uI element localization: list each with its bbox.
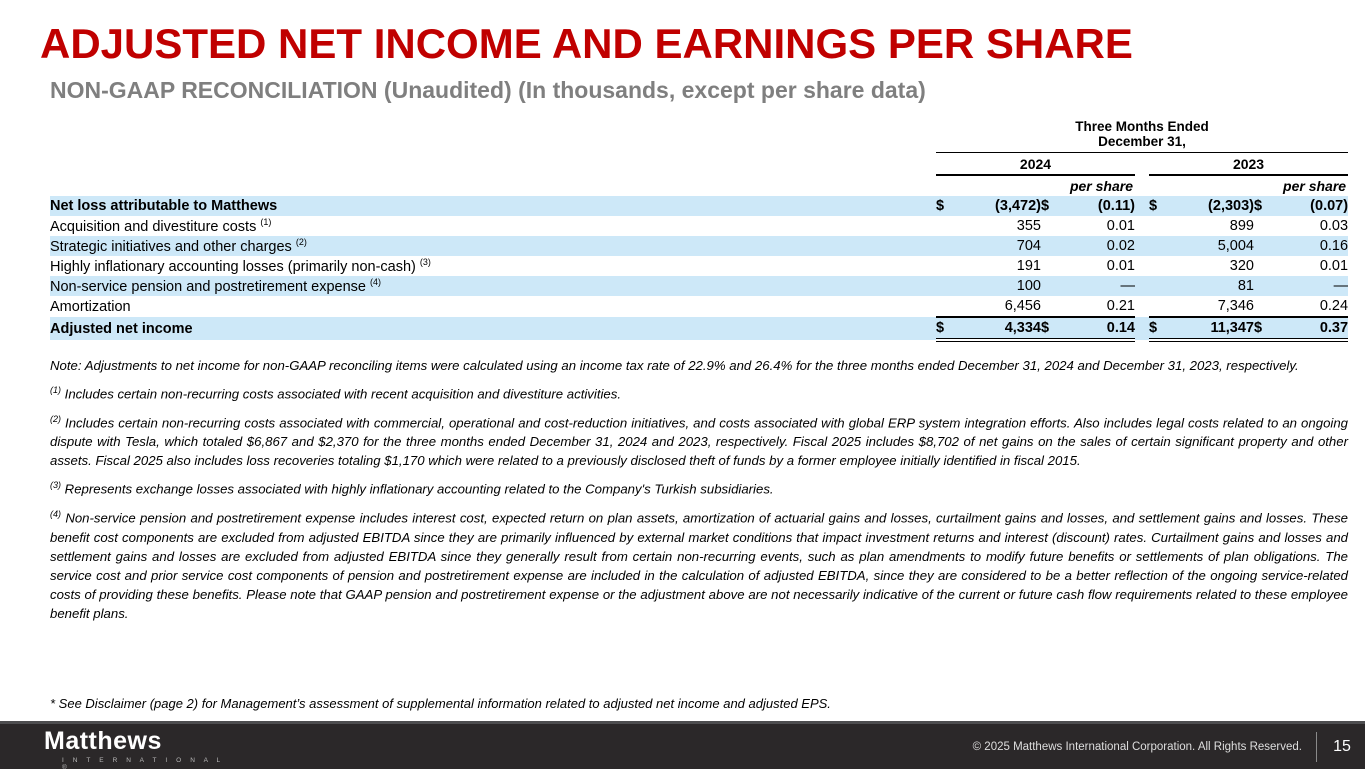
column-gap (1135, 317, 1149, 340)
dollar-sign-cell (1149, 276, 1174, 296)
column-gap (1135, 196, 1149, 216)
dollar-sign-cell: $ (1254, 317, 1284, 340)
dollar-sign-cell (1254, 236, 1284, 256)
per-share-cell: 0.01 (1106, 258, 1135, 274)
column-gap (1135, 236, 1149, 256)
page-number: 15 (1333, 737, 1351, 755)
table-year-header-row (50, 153, 1348, 176)
dollar-sign-cell: $ (1041, 317, 1071, 340)
table-row (50, 276, 1348, 296)
dollar-sign-cell (1041, 236, 1071, 256)
year-2024-header: 2024 (936, 153, 1135, 176)
amount-cell: 5,004 (1174, 236, 1254, 256)
period-header-line1: Three Months Ended (1075, 118, 1209, 134)
disclaimer-note: * See Disclaimer (page 2) for Management’s assessment of supplemental information related to adjusted net income and adjusted EPS. (50, 696, 831, 711)
per-share-cell: 0.02 (1071, 236, 1135, 256)
row-label: Acquisition and divestiture costs $^{(1)}$ (50, 217, 272, 235)
empty-header-cell (50, 114, 936, 153)
dollar-sign-cell (1041, 276, 1071, 296)
dollar-sign-cell: $ (1149, 196, 1174, 216)
amount-cell: 81 (1174, 276, 1254, 296)
per-share-cell: — (1071, 276, 1135, 296)
reconciliation-table (50, 114, 1348, 342)
page-title: ADJUSTED NET INCOME AND EARNINGS PER SHARE (40, 20, 1133, 67)
per-share-cell: 0.24 (1319, 298, 1349, 314)
tax-rate-note: Note: Adjustments to net income for non-GAAP reconciling items were calculated using an income tax rate of 22.9% and 26.4% for the three months ended December 31, 2024 and December 31, 2023, respectively. (50, 358, 1299, 373)
page-subtitle: NON-GAAP RECONCILIATION (Unaudited) (In thousands, except per share data) (50, 77, 926, 103)
dollar-sign-cell (936, 276, 961, 296)
amount-cell: 7,346 (1217, 298, 1254, 314)
per-share-cell: (0.11) (1071, 196, 1135, 216)
table-row (50, 196, 1348, 216)
row-label: Non-service pension and postretirement expense $^{(4)}$ (50, 276, 936, 296)
page-number-divider (1316, 732, 1317, 762)
per-share-label-2024: per share (1069, 178, 1133, 194)
empty-header-cell (50, 175, 936, 196)
dollar-sign-cell: $ (1149, 317, 1174, 340)
table-row (50, 256, 1348, 276)
dollar-sign-cell (1254, 276, 1284, 296)
row-footnote-marker: (1) (260, 217, 272, 228)
footnote: $^{(1)}$ Includes certain non-recurring costs associated with recent acquisition and divestiture activities. (50, 385, 622, 402)
table-period-header-row (50, 114, 1348, 153)
dollar-sign-cell (936, 296, 961, 317)
copyright-text: © 2025 Matthews International Corporation. All Rights Reserved. (972, 740, 1302, 753)
amount-cell: 704 (961, 236, 1041, 256)
row-footnote-marker: (4) (369, 277, 381, 288)
table-row (50, 216, 1348, 236)
per-share-cell: (0.07) (1284, 196, 1348, 216)
amount-cell: 4,334 (961, 317, 1041, 340)
footer-bar (0, 721, 1365, 769)
column-gap (1135, 175, 1149, 196)
footnote: $^{(2)}$ Includes certain non-recurring costs associated with commercial, operational and cost-reduction initiatives, and costs associated with global ERP system integration efforts. Also includes legal costs related to an ongoing dispute with Tesla, which totaled $6,867 and $2,370 for the three months ended December 31, 2024 and 2023, respectively. Fiscal 2025 includes $8,702 of net gains on the sales of certain significant property and other assets. Fiscal 2025 also includes loss recoveries totaling $1,170 which were related to a previously disclosed theft of funds by a former employee initially identified in fiscal 2015. (50, 413, 1348, 469)
amount-cell: 320 (1229, 258, 1254, 274)
footnote-marker: (4) (50, 509, 61, 520)
row-footnote-marker: (3) (419, 257, 431, 268)
dollar-sign-cell (1041, 296, 1071, 317)
footnote-marker: (3) (50, 480, 61, 491)
row-label: Adjusted net income (50, 317, 936, 340)
footnote: $^{(3)}$ Represents exchange losses associated with highly inflationary accounting related to the Company's Turkish subsidiaries. (50, 480, 774, 497)
row-label: Net loss attributable to Matthews (50, 196, 936, 216)
year-2023-header: 2023 (1149, 153, 1348, 176)
dollar-sign-cell (1149, 236, 1174, 256)
dollar-sign-cell (1149, 256, 1174, 276)
dollar-sign-cell (936, 216, 961, 236)
dollar-sign-cell (936, 236, 961, 256)
per-share-cell: 0.03 (1319, 218, 1349, 234)
per-share-label-2023: per share (1283, 178, 1347, 194)
logo-tagline: I N T E R N A T I O N A L ® (62, 757, 224, 769)
dollar-sign-cell (1149, 296, 1174, 317)
amount-cell: 11,347 (1174, 317, 1254, 340)
amount-cell: (3,472) (961, 196, 1041, 216)
amount-cell: (2,303) (1174, 196, 1254, 216)
table-row (50, 317, 1348, 340)
footnote-marker: (2) (50, 413, 61, 424)
period-header (936, 114, 1348, 153)
row-footnote-marker: (2) (295, 237, 307, 248)
dollar-sign-cell: $ (936, 317, 961, 340)
footnotes-section (50, 356, 1348, 632)
amount-cell: 355 (1016, 218, 1041, 234)
per-share-cell: — (1284, 276, 1348, 296)
dollar-sign-cell: $ (1041, 196, 1071, 216)
amount-cell: 6,456 (1004, 298, 1041, 314)
column-gap (1135, 256, 1149, 276)
per-share-cell: 0.37 (1284, 317, 1348, 340)
per-share-cell: 0.16 (1284, 236, 1348, 256)
footnote: $^{(4)}$ Non-service pension and postretirement expense includes interest cost, expected return on plan assets, amortization of actuarial gains and losses, curtailment gains and losses, and settlement gains and losses. These benefit cost components are excluded from adjusted EBITDA since they are primarily influenced by external market conditions that impact investment returns and interest (discount) rates. Curtailment gains and losses and settlement gains and losses are excluded from adjusted EBITDA since they generally result from certain non-recurring events, such as plan amendments to modify future benefits or settlements of plan obligations. The service cost and prior service cost components of pension and postretirement expense are included in the calculation of adjusted EBITDA, since they are considered to be a better reflection of the ongoing service-related costs of providing these benefits. Please note that GAAP pension and postretirement expense or the adjustment above are not necessarily indicative of the current or future cash flow requirements related to these employee benefit plans. (50, 509, 1348, 622)
column-gap (1135, 153, 1149, 176)
row-label: Amortization (50, 298, 131, 315)
footnote-marker: (1) (50, 385, 61, 396)
period-header-line2: December 31, (1098, 134, 1186, 150)
dollar-sign-cell: $ (1254, 196, 1284, 216)
dollar-sign-cell (1254, 296, 1284, 317)
per-share-cell: 0.01 (1106, 218, 1135, 234)
table-row (50, 236, 1348, 256)
per-share-cell: 0.14 (1071, 317, 1135, 340)
table-row (50, 296, 1348, 317)
table-pershare-header-row (50, 175, 1348, 196)
amount-cell: 899 (1229, 218, 1254, 234)
per-share-cell: 0.21 (1106, 298, 1135, 314)
amount-cell: 100 (961, 276, 1041, 296)
matthews-logo (44, 729, 224, 769)
footnotes-list (50, 384, 1348, 623)
dollar-sign-cell: $ (936, 196, 961, 216)
column-gap (1135, 276, 1149, 296)
column-gap (1135, 216, 1149, 236)
row-label: Strategic initiatives and other charges $^{(2)}$ (50, 236, 936, 256)
column-gap (1135, 296, 1149, 317)
dollar-sign-cell (1254, 216, 1284, 236)
logo-wordmark: Matthews (44, 727, 162, 755)
per-share-cell: 0.01 (1319, 258, 1349, 274)
amount-cell: 191 (1016, 258, 1041, 274)
empty-header-cell (50, 153, 936, 176)
dollar-sign-cell (936, 256, 961, 276)
dollar-sign-cell (1041, 216, 1071, 236)
row-label: Highly inflationary accounting losses (primarily non-cash) $^{(3)}$ (50, 257, 431, 275)
dollar-sign-cell (1149, 216, 1174, 236)
dollar-sign-cell (1254, 256, 1284, 276)
footer-right (973, 724, 1365, 769)
dollar-sign-cell (1041, 256, 1071, 276)
